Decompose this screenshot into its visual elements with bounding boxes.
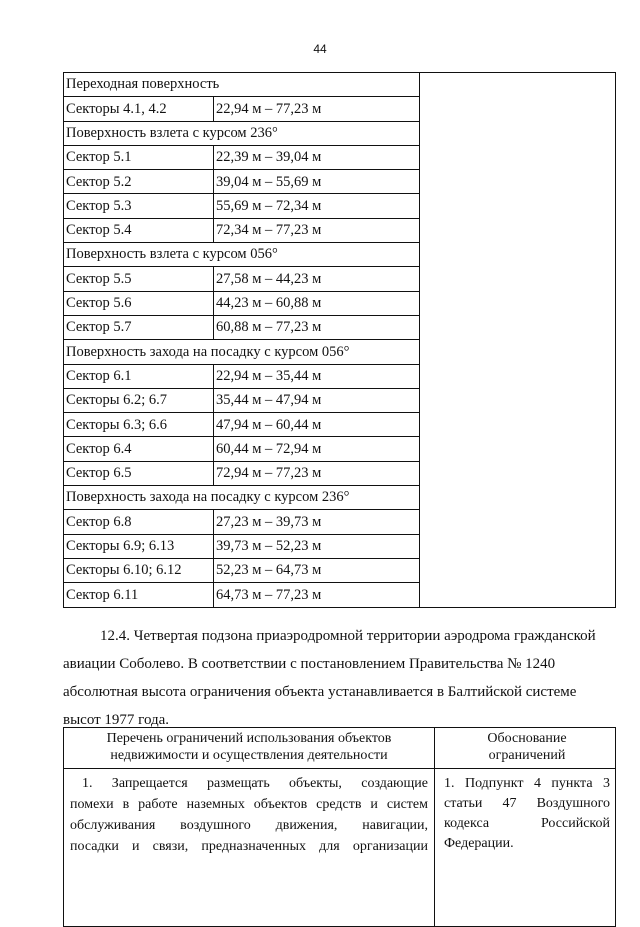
table-section-heading: Переходная поверхность xyxy=(64,73,419,97)
height-range: 72,34 м – 77,23 м xyxy=(216,222,322,239)
sector-name: Сектор 6.8 xyxy=(64,510,214,533)
header-restrictions-list: Перечень ограничений использования объектов недвижимости и осуществления деятельности xyxy=(106,731,392,763)
sector-name: Сектор 6.5 xyxy=(64,462,214,485)
table-row xyxy=(64,389,419,413)
header-separator xyxy=(64,768,615,769)
table-row xyxy=(64,583,419,607)
restriction-item-1: 1. Запрещается размещать объекты, создающие помехи в работе наземных объектов средств и систем обслуживания воздушного движения, навигации, посадки и связи, предназначенных для организации xyxy=(70,776,428,854)
paragraph-line: абсолютная высота ограничения объекта устанавливается в Балтийской системе xyxy=(63,684,577,700)
table-section-heading: Поверхность взлета с курсом 056° xyxy=(64,243,419,267)
table-section-heading: Поверхность взлета с курсом 236° xyxy=(64,122,419,146)
header-justification: Обоснование ограничений xyxy=(487,731,567,763)
sector-name: Сектор 5.6 xyxy=(64,292,214,315)
table-row xyxy=(64,559,419,583)
table-row xyxy=(64,510,419,534)
restrictions-table xyxy=(63,727,616,927)
height-range: 22,94 м – 35,44 м xyxy=(216,367,322,384)
height-range: 44,23 м – 60,88 м xyxy=(216,295,322,312)
table-row xyxy=(64,316,419,340)
sector-name: Сектор 5.1 xyxy=(64,146,214,169)
justification-item-1: 1. Подпункт 4 пункта 3 статьи 47 Воздушного кодекса Российской Федерации. xyxy=(444,776,610,851)
table-row xyxy=(64,462,419,486)
sector-name: Сектор 6.11 xyxy=(64,583,214,607)
sector-name: Секторы 6.9; 6.13 xyxy=(64,535,214,558)
table-row xyxy=(64,365,419,389)
table-row xyxy=(64,267,419,291)
height-range: 60,44 м – 72,94 м xyxy=(216,440,322,457)
column-separator xyxy=(434,728,435,926)
height-range: 27,58 м – 44,23 м xyxy=(216,270,322,287)
sector-name: Сектор 6.1 xyxy=(64,365,214,388)
height-range: 64,73 м – 77,23 м xyxy=(216,587,322,604)
table-row xyxy=(64,535,419,559)
sector-rows xyxy=(64,73,419,608)
height-range: 60,88 м – 77,23 м xyxy=(216,319,322,336)
sector-name: Секторы 4.1, 4.2 xyxy=(64,97,214,120)
height-range: 22,39 м – 39,04 м xyxy=(216,149,322,166)
sector-name: Сектор 5.3 xyxy=(64,194,214,217)
table-row xyxy=(64,292,419,316)
sector-name: Сектор 5.4 xyxy=(64,219,214,242)
height-range: 39,73 м – 52,23 м xyxy=(216,538,322,555)
height-range: 35,44 м – 47,94 м xyxy=(216,392,322,409)
table-row xyxy=(64,170,419,194)
table-row xyxy=(64,413,419,437)
table-section-heading: Поверхность захода на посадку с курсом 236° xyxy=(64,486,419,510)
height-range: 72,94 м – 77,23 м xyxy=(216,465,322,482)
table-row xyxy=(64,219,419,243)
sector-name: Секторы 6.2; 6.7 xyxy=(64,389,214,412)
sector-name: Сектор 6.4 xyxy=(64,437,214,460)
table-row xyxy=(64,146,419,170)
sector-name: Секторы 6.3; 6.6 xyxy=(64,413,214,436)
sector-name: Секторы 6.10; 6.12 xyxy=(64,559,214,582)
paragraph-line: высот 1977 года. xyxy=(63,712,170,728)
page-number: 44 xyxy=(313,42,327,56)
height-range: 39,04 м – 55,69 м xyxy=(216,173,322,190)
table-right-column-border xyxy=(419,73,420,607)
paragraph-12-4 xyxy=(63,622,616,734)
height-range: 22,94 м – 77,23 м xyxy=(216,100,322,117)
sector-name: Сектор 5.2 xyxy=(64,170,214,193)
height-range: 27,23 м – 39,73 м xyxy=(216,513,322,530)
paragraph-line: авиации Соболево. В соответствии с постановлением Правительства № 1240 xyxy=(63,656,556,672)
table-row xyxy=(64,97,419,121)
height-range: 47,94 м – 60,44 м xyxy=(216,416,322,433)
height-range: 55,69 м – 72,34 м xyxy=(216,197,322,214)
sector-name: Сектор 5.7 xyxy=(64,316,214,339)
sector-name: Сектор 5.5 xyxy=(64,267,214,290)
table-section-heading: Поверхность захода на посадку с курсом 056° xyxy=(64,340,419,364)
sector-heights-table xyxy=(63,72,616,608)
paragraph-line: 12.4. Четвертая подзона приаэродромной территории аэродрома гражданской xyxy=(100,628,596,644)
height-range: 52,23 м – 64,73 м xyxy=(216,562,322,579)
table-row xyxy=(64,437,419,461)
table-row xyxy=(64,194,419,218)
